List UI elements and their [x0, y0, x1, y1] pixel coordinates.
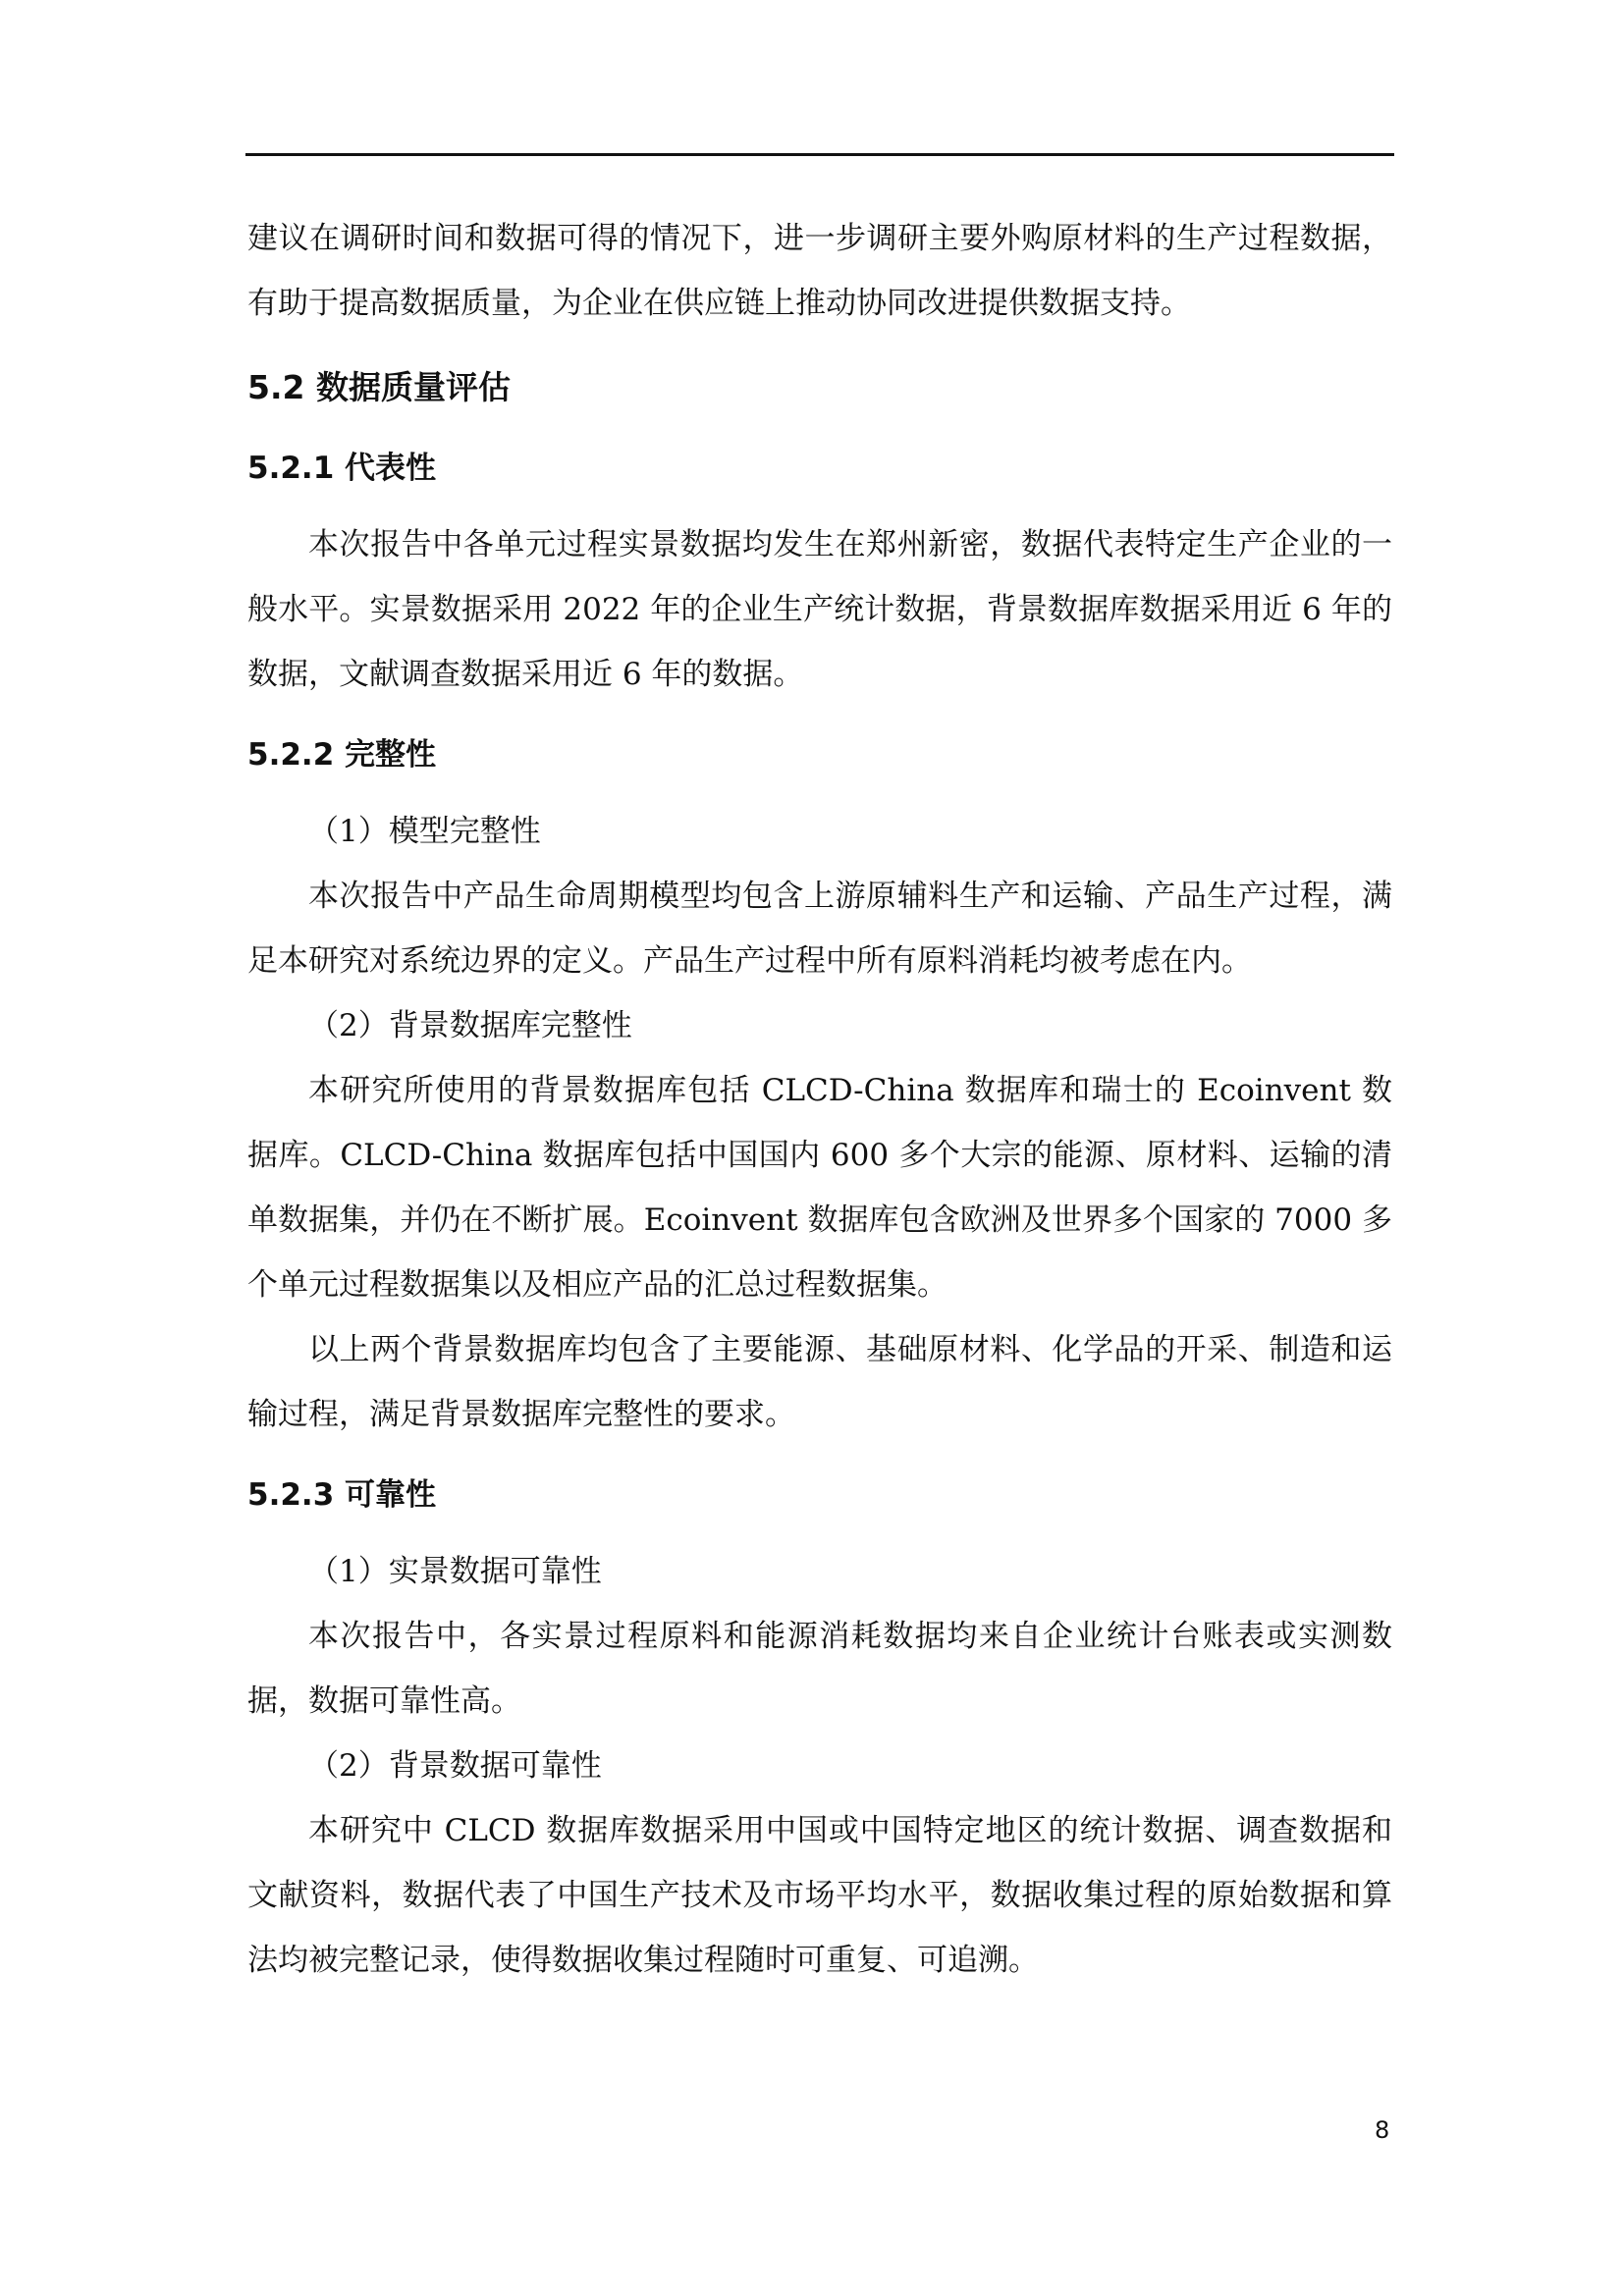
section-heading-5-2-1: 5.2.1 代表性 [247, 451, 437, 486]
model-completeness-paragraph: 本次报告中产品生命周期模型均包含上游原辅料生产和运输、产品生产过程，满足本研究对系统边界的定义。产品生产过程中所有原料消耗均被考虑在内。 [247, 879, 1392, 979]
background-db-paragraph: 本研究所使用的背景数据库包括 CLCD-China 数据库和瑞士的 Ecoinvent 数据库。CLCD-China 数据库包括中国国内 600 多个大宗的能源、原材料、运输的清单数据集，并仍在不断扩展。Ecoinvent 数据库包含欧洲及世界多个国家的 7000 多个单元过程数据集以及相应产品的汇总过程数据集。 [247, 1073, 1392, 1303]
model-completeness-item: （1）模型完整性 [308, 814, 541, 849]
representativeness-paragraph: 本次报告中各单元过程实景数据均发生在郑州新密，数据代表特定生产企业的一般水平。实景数据采用 2022 年的企业生产统计数据，背景数据库数据采用近 6 年的数据，文献调查数据采用近 6 年的数据。 [247, 527, 1392, 692]
background-data-reliability-paragraph: 本研究中 CLCD 数据库数据采用中国或中国特定地区的统计数据、调查数据和文献资料，数据代表了中国生产技术及市场平均水平，数据收集过程的原始数据和算法均被完整记录，使得数据收集过程随时可重复、可追溯。 [247, 1813, 1392, 1978]
field-data-reliability-paragraph: 本次报告中，各实景过程原料和能源消耗数据均来自企业统计台账表或实测数据，数据可靠性高。 [247, 1619, 1392, 1719]
background-db-completeness-item: （2）背景数据库完整性 [308, 1008, 632, 1043]
section-heading-5-2: 5.2 数据质量评估 [247, 368, 511, 406]
section-heading-5-2-3: 5.2.3 可靠性 [247, 1477, 437, 1513]
field-data-reliability-item: （1）实景数据可靠性 [308, 1554, 602, 1589]
intro-paragraph: 建议在调研时间和数据可得的情况下，进一步调研主要外购原材料的生产过程数据，有助于提高数据质量，为企业在供应链上推动协同改进提供数据支持。 [247, 221, 1392, 321]
section-heading-5-2-2: 5.2.2 完整性 [247, 737, 437, 773]
page-content [247, 206, 1392, 1993]
background-db-summary-paragraph: 以上两个背景数据库均包含了主要能源、基础原材料、化学品的开采、制造和运输过程，满足背景数据库完整性的要求。 [247, 1332, 1392, 1432]
background-data-reliability-item: （2）背景数据可靠性 [308, 1748, 602, 1784]
header-rule [245, 153, 1394, 156]
page-number: 8 [1375, 2116, 1390, 2144]
